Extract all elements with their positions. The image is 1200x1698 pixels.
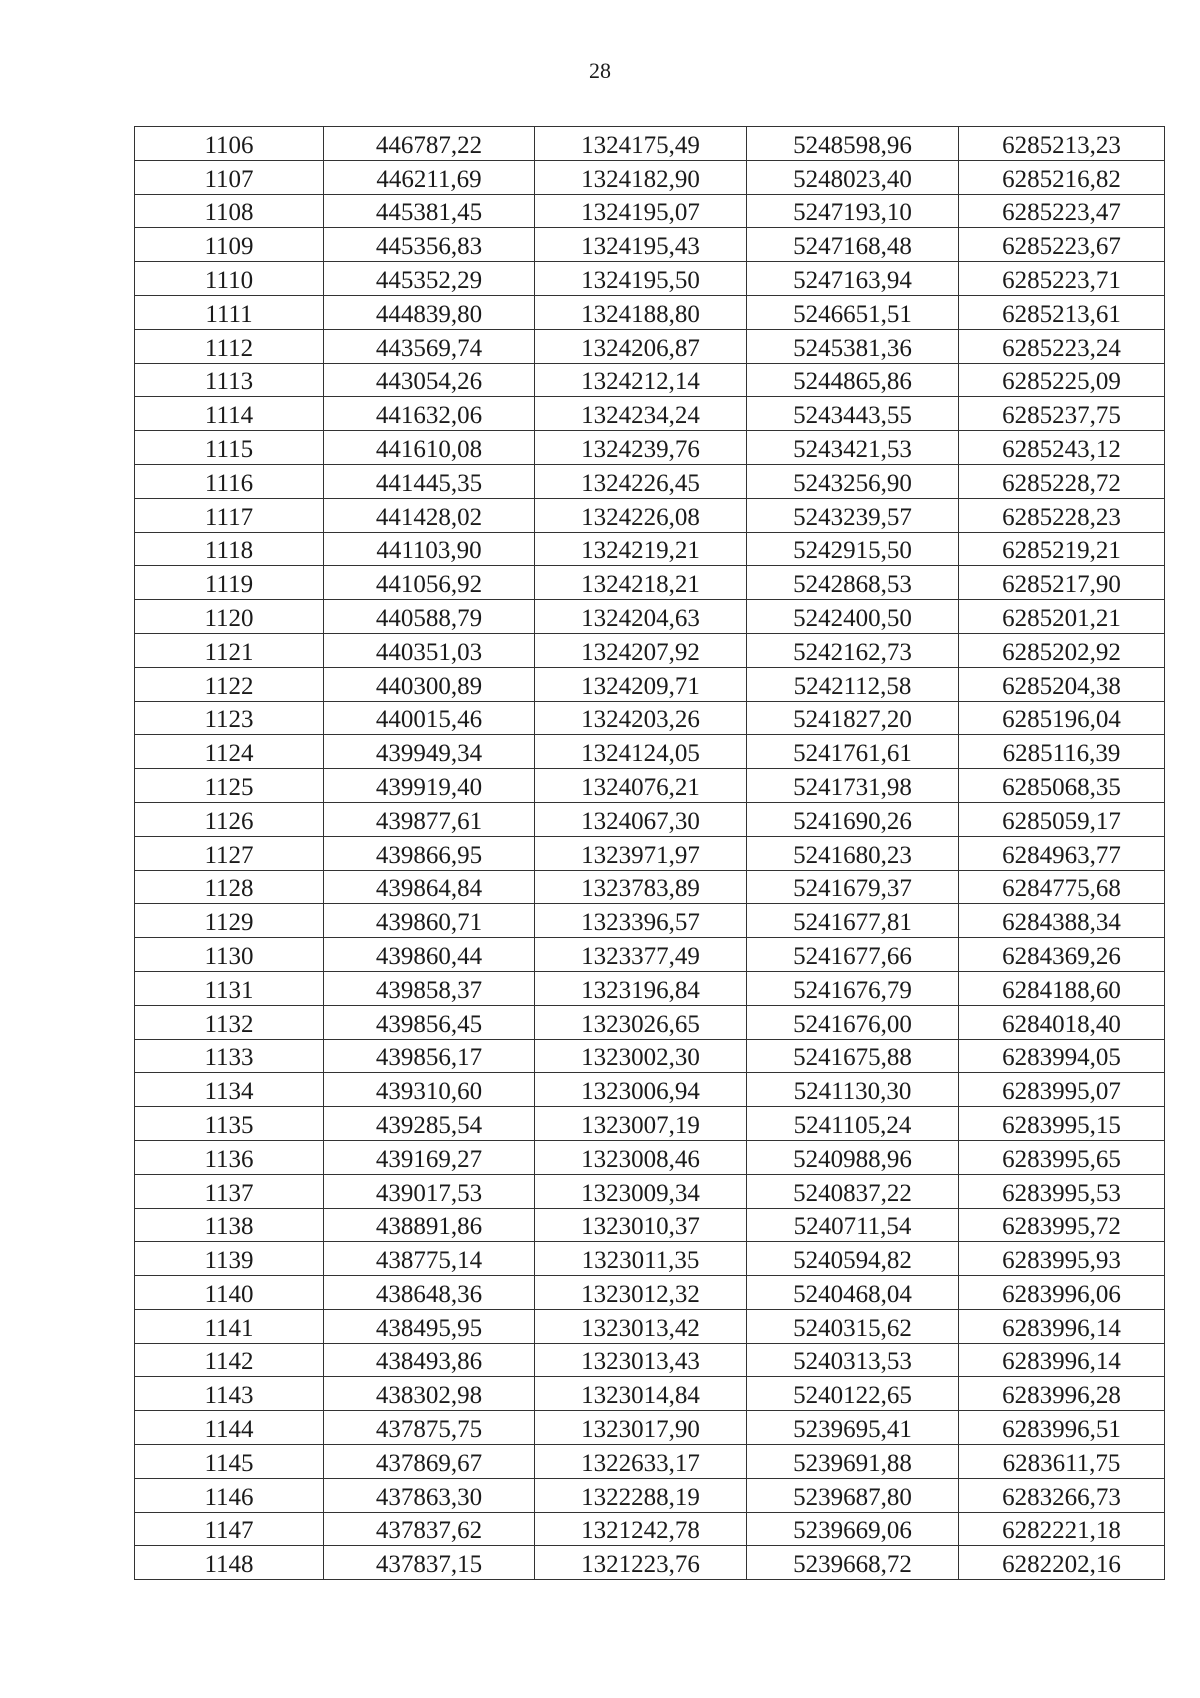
point-number-cell: 1110: [135, 262, 324, 296]
table-row: [135, 735, 1165, 769]
point-number-cell: 1123: [135, 701, 324, 735]
table-row: [135, 363, 1165, 397]
coord-d-cell: 6282202,16: [959, 1546, 1165, 1580]
coord-b-cell: 1324219,21: [535, 532, 747, 566]
coord-c-cell: 5241690,26: [747, 802, 959, 836]
coord-a-cell: 441056,92: [324, 566, 535, 600]
table-row: [135, 160, 1165, 194]
table-row: [135, 397, 1165, 431]
coord-c-cell: 5241677,66: [747, 938, 959, 972]
coord-d-cell: 6285059,17: [959, 802, 1165, 836]
coord-c-cell: 5240988,96: [747, 1140, 959, 1174]
coord-c-cell: 5239687,80: [747, 1478, 959, 1512]
coord-d-cell: 6284018,40: [959, 1005, 1165, 1039]
coord-a-cell: 438493,86: [324, 1343, 535, 1377]
coord-c-cell: 5241675,88: [747, 1039, 959, 1073]
coord-c-cell: 5240837,22: [747, 1174, 959, 1208]
point-number-cell: 1138: [135, 1208, 324, 1242]
coord-b-cell: 1321223,76: [535, 1546, 747, 1580]
coord-d-cell: 6285216,82: [959, 160, 1165, 194]
coord-d-cell: 6285204,38: [959, 667, 1165, 701]
coord-c-cell: 5248023,40: [747, 160, 959, 194]
point-number-cell: 1132: [135, 1005, 324, 1039]
table-row: [135, 971, 1165, 1005]
coord-a-cell: 441632,06: [324, 397, 535, 431]
coord-b-cell: 1324182,90: [535, 160, 747, 194]
coord-a-cell: 439919,40: [324, 769, 535, 803]
coord-a-cell: 437875,75: [324, 1411, 535, 1445]
coord-c-cell: 5241731,98: [747, 769, 959, 803]
point-number-cell: 1127: [135, 836, 324, 870]
coord-c-cell: 5241676,00: [747, 1005, 959, 1039]
coord-b-cell: 1323012,32: [535, 1276, 747, 1310]
coord-c-cell: 5239691,88: [747, 1445, 959, 1479]
table-row: [135, 1140, 1165, 1174]
point-number-cell: 1106: [135, 127, 324, 161]
coord-c-cell: 5240122,65: [747, 1377, 959, 1411]
coord-c-cell: 5242868,53: [747, 566, 959, 600]
coord-d-cell: 6285219,21: [959, 532, 1165, 566]
coord-b-cell: 1324206,87: [535, 329, 747, 363]
coord-d-cell: 6283996,28: [959, 1377, 1165, 1411]
point-number-cell: 1113: [135, 363, 324, 397]
coord-c-cell: 5241827,20: [747, 701, 959, 735]
table-row: [135, 1174, 1165, 1208]
table-row: [135, 1411, 1165, 1445]
coord-b-cell: 1323013,42: [535, 1309, 747, 1343]
table-row: [135, 1445, 1165, 1479]
coord-b-cell: 1324124,05: [535, 735, 747, 769]
coord-c-cell: 5241105,24: [747, 1107, 959, 1141]
point-number-cell: 1133: [135, 1039, 324, 1073]
point-number-cell: 1136: [135, 1140, 324, 1174]
coord-d-cell: 6285217,90: [959, 566, 1165, 600]
table-row: [135, 1377, 1165, 1411]
coord-a-cell: 439866,95: [324, 836, 535, 870]
table-row: [135, 1512, 1165, 1546]
coord-d-cell: 6283995,93: [959, 1242, 1165, 1276]
coord-b-cell: 1323008,46: [535, 1140, 747, 1174]
coord-d-cell: 6285228,72: [959, 464, 1165, 498]
point-number-cell: 1124: [135, 735, 324, 769]
table-row: [135, 1073, 1165, 1107]
coord-b-cell: 1324226,08: [535, 498, 747, 532]
table-row: [135, 904, 1165, 938]
table-row: [135, 194, 1165, 228]
coord-c-cell: 5240313,53: [747, 1343, 959, 1377]
coord-b-cell: 1323011,35: [535, 1242, 747, 1276]
point-number-cell: 1140: [135, 1276, 324, 1310]
coord-a-cell: 438775,14: [324, 1242, 535, 1276]
point-number-cell: 1107: [135, 160, 324, 194]
coord-d-cell: 6285202,92: [959, 633, 1165, 667]
coord-a-cell: 437863,30: [324, 1478, 535, 1512]
point-number-cell: 1122: [135, 667, 324, 701]
coord-d-cell: 6284388,34: [959, 904, 1165, 938]
coord-a-cell: 441445,35: [324, 464, 535, 498]
coord-c-cell: 5241680,23: [747, 836, 959, 870]
coord-a-cell: 443054,26: [324, 363, 535, 397]
coord-b-cell: 1323010,37: [535, 1208, 747, 1242]
table-row: [135, 1309, 1165, 1343]
coord-b-cell: 1324195,07: [535, 194, 747, 228]
coord-b-cell: 1324218,21: [535, 566, 747, 600]
coord-a-cell: 441428,02: [324, 498, 535, 532]
table-row: [135, 870, 1165, 904]
coord-d-cell: 6283995,72: [959, 1208, 1165, 1242]
coord-c-cell: 5243256,90: [747, 464, 959, 498]
coord-d-cell: 6285223,47: [959, 194, 1165, 228]
coord-b-cell: 1324209,71: [535, 667, 747, 701]
coord-d-cell: 6285213,23: [959, 127, 1165, 161]
coord-b-cell: 1323002,30: [535, 1039, 747, 1073]
table-row: [135, 295, 1165, 329]
table-row: [135, 836, 1165, 870]
coordinates-table-body: [135, 127, 1165, 1580]
coord-a-cell: 438891,86: [324, 1208, 535, 1242]
table-row: [135, 1478, 1165, 1512]
coord-a-cell: 440300,89: [324, 667, 535, 701]
coord-a-cell: 439877,61: [324, 802, 535, 836]
coord-a-cell: 438495,95: [324, 1309, 535, 1343]
coord-a-cell: 439169,27: [324, 1140, 535, 1174]
coord-d-cell: 6285223,71: [959, 262, 1165, 296]
coord-d-cell: 6284369,26: [959, 938, 1165, 972]
point-number-cell: 1126: [135, 802, 324, 836]
coord-c-cell: 5239669,06: [747, 1512, 959, 1546]
coord-b-cell: 1323971,97: [535, 836, 747, 870]
table-row: [135, 498, 1165, 532]
coord-c-cell: 5242112,58: [747, 667, 959, 701]
coord-b-cell: 1324175,49: [535, 127, 747, 161]
coord-a-cell: 439949,34: [324, 735, 535, 769]
coord-a-cell: 438648,36: [324, 1276, 535, 1310]
coord-a-cell: 438302,98: [324, 1377, 535, 1411]
coord-a-cell: 439860,71: [324, 904, 535, 938]
coord-a-cell: 437837,62: [324, 1512, 535, 1546]
coord-a-cell: 437869,67: [324, 1445, 535, 1479]
coord-d-cell: 6285223,24: [959, 329, 1165, 363]
coord-b-cell: 1324204,63: [535, 600, 747, 634]
coord-a-cell: 439856,17: [324, 1039, 535, 1073]
coord-b-cell: 1322633,17: [535, 1445, 747, 1479]
table-row: [135, 1208, 1165, 1242]
coord-a-cell: 439310,60: [324, 1073, 535, 1107]
coord-d-cell: 6285225,09: [959, 363, 1165, 397]
table-row: [135, 1039, 1165, 1073]
table-row: [135, 329, 1165, 363]
coord-b-cell: 1324203,26: [535, 701, 747, 735]
table-row: [135, 600, 1165, 634]
point-number-cell: 1120: [135, 600, 324, 634]
coord-d-cell: 6284188,60: [959, 971, 1165, 1005]
point-number-cell: 1108: [135, 194, 324, 228]
coord-c-cell: 5248598,96: [747, 127, 959, 161]
coord-a-cell: 445381,45: [324, 194, 535, 228]
point-number-cell: 1139: [135, 1242, 324, 1276]
coord-c-cell: 5239668,72: [747, 1546, 959, 1580]
coord-c-cell: 5240315,62: [747, 1309, 959, 1343]
coord-c-cell: 5243443,55: [747, 397, 959, 431]
coord-c-cell: 5241677,81: [747, 904, 959, 938]
table-row: [135, 667, 1165, 701]
coord-d-cell: 6285068,35: [959, 769, 1165, 803]
coord-b-cell: 1323007,19: [535, 1107, 747, 1141]
coord-b-cell: 1324195,50: [535, 262, 747, 296]
coord-c-cell: 5242162,73: [747, 633, 959, 667]
coord-d-cell: 6283995,53: [959, 1174, 1165, 1208]
point-number-cell: 1142: [135, 1343, 324, 1377]
coord-a-cell: 439864,84: [324, 870, 535, 904]
coord-d-cell: 6282221,18: [959, 1512, 1165, 1546]
coord-d-cell: 6283996,51: [959, 1411, 1165, 1445]
coord-c-cell: 5240468,04: [747, 1276, 959, 1310]
coord-b-cell: 1323013,43: [535, 1343, 747, 1377]
coord-c-cell: 5245381,36: [747, 329, 959, 363]
point-number-cell: 1146: [135, 1478, 324, 1512]
point-number-cell: 1130: [135, 938, 324, 972]
coord-c-cell: 5247163,94: [747, 262, 959, 296]
point-number-cell: 1147: [135, 1512, 324, 1546]
table-row: [135, 1546, 1165, 1580]
point-number-cell: 1109: [135, 228, 324, 262]
coord-b-cell: 1323396,57: [535, 904, 747, 938]
coord-d-cell: 6285116,39: [959, 735, 1165, 769]
coord-b-cell: 1323014,84: [535, 1377, 747, 1411]
point-number-cell: 1114: [135, 397, 324, 431]
coord-b-cell: 1323783,89: [535, 870, 747, 904]
coord-c-cell: 5241761,61: [747, 735, 959, 769]
coord-d-cell: 6283996,06: [959, 1276, 1165, 1310]
coord-b-cell: 1324195,43: [535, 228, 747, 262]
coord-d-cell: 6283996,14: [959, 1309, 1165, 1343]
coordinates-table: [134, 126, 1165, 1580]
coord-a-cell: 441103,90: [324, 532, 535, 566]
coord-a-cell: 439860,44: [324, 938, 535, 972]
point-number-cell: 1118: [135, 532, 324, 566]
table-row: [135, 701, 1165, 735]
coord-c-cell: 5246651,51: [747, 295, 959, 329]
coord-b-cell: 1323196,84: [535, 971, 747, 1005]
point-number-cell: 1137: [135, 1174, 324, 1208]
coord-a-cell: 439856,45: [324, 1005, 535, 1039]
point-number-cell: 1116: [135, 464, 324, 498]
point-number-cell: 1111: [135, 295, 324, 329]
table-row: [135, 802, 1165, 836]
coord-c-cell: 5240711,54: [747, 1208, 959, 1242]
coord-c-cell: 5243239,57: [747, 498, 959, 532]
coord-c-cell: 5244865,86: [747, 363, 959, 397]
coord-a-cell: 440588,79: [324, 600, 535, 634]
table-row: [135, 633, 1165, 667]
coord-c-cell: 5243421,53: [747, 431, 959, 465]
table-row: [135, 431, 1165, 465]
coord-b-cell: 1324212,14: [535, 363, 747, 397]
coord-a-cell: 444839,80: [324, 295, 535, 329]
coord-b-cell: 1324067,30: [535, 802, 747, 836]
table-row: [135, 938, 1165, 972]
coord-a-cell: 440015,46: [324, 701, 535, 735]
table-row: [135, 1107, 1165, 1141]
table-row: [135, 1242, 1165, 1276]
coord-d-cell: 6284963,77: [959, 836, 1165, 870]
coord-c-cell: 5242400,50: [747, 600, 959, 634]
table-row: [135, 566, 1165, 600]
point-number-cell: 1148: [135, 1546, 324, 1580]
coord-b-cell: 1323377,49: [535, 938, 747, 972]
coord-a-cell: 445352,29: [324, 262, 535, 296]
coord-b-cell: 1323009,34: [535, 1174, 747, 1208]
coord-b-cell: 1324188,80: [535, 295, 747, 329]
coord-c-cell: 5240594,82: [747, 1242, 959, 1276]
coord-b-cell: 1323026,65: [535, 1005, 747, 1039]
coord-d-cell: 6283994,05: [959, 1039, 1165, 1073]
coord-d-cell: 6285237,75: [959, 397, 1165, 431]
coord-d-cell: 6284775,68: [959, 870, 1165, 904]
coord-a-cell: 446211,69: [324, 160, 535, 194]
point-number-cell: 1119: [135, 566, 324, 600]
coord-c-cell: 5247168,48: [747, 228, 959, 262]
coord-c-cell: 5242915,50: [747, 532, 959, 566]
table-row: [135, 262, 1165, 296]
table-row: [135, 1276, 1165, 1310]
coord-a-cell: 441610,08: [324, 431, 535, 465]
coord-d-cell: 6283266,73: [959, 1478, 1165, 1512]
point-number-cell: 1129: [135, 904, 324, 938]
coord-c-cell: 5241679,37: [747, 870, 959, 904]
coord-b-cell: 1323017,90: [535, 1411, 747, 1445]
coord-d-cell: 6285223,67: [959, 228, 1165, 262]
coord-c-cell: 5239695,41: [747, 1411, 959, 1445]
point-number-cell: 1112: [135, 329, 324, 363]
coord-a-cell: 440351,03: [324, 633, 535, 667]
coord-d-cell: 6285196,04: [959, 701, 1165, 735]
point-number-cell: 1135: [135, 1107, 324, 1141]
coord-d-cell: 6283611,75: [959, 1445, 1165, 1479]
coord-b-cell: 1322288,19: [535, 1478, 747, 1512]
coord-b-cell: 1321242,78: [535, 1512, 747, 1546]
coord-a-cell: 445356,83: [324, 228, 535, 262]
coord-b-cell: 1324226,45: [535, 464, 747, 498]
table-row: [135, 464, 1165, 498]
table-row: [135, 769, 1165, 803]
coord-d-cell: 6285243,12: [959, 431, 1165, 465]
coord-b-cell: 1324234,24: [535, 397, 747, 431]
coord-b-cell: 1324239,76: [535, 431, 747, 465]
table-row: [135, 1005, 1165, 1039]
point-number-cell: 1145: [135, 1445, 324, 1479]
coord-a-cell: 439858,37: [324, 971, 535, 1005]
point-number-cell: 1125: [135, 769, 324, 803]
point-number-cell: 1143: [135, 1377, 324, 1411]
coord-a-cell: 446787,22: [324, 127, 535, 161]
page-number: 28: [589, 58, 611, 83]
coord-a-cell: 439017,53: [324, 1174, 535, 1208]
coord-c-cell: 5241676,79: [747, 971, 959, 1005]
coord-a-cell: 439285,54: [324, 1107, 535, 1141]
point-number-cell: 1144: [135, 1411, 324, 1445]
table-row: [135, 127, 1165, 161]
point-number-cell: 1134: [135, 1073, 324, 1107]
coord-c-cell: 5241130,30: [747, 1073, 959, 1107]
point-number-cell: 1121: [135, 633, 324, 667]
coord-a-cell: 443569,74: [324, 329, 535, 363]
point-number-cell: 1141: [135, 1309, 324, 1343]
coord-d-cell: 6283995,15: [959, 1107, 1165, 1141]
coord-b-cell: 1324207,92: [535, 633, 747, 667]
coord-d-cell: 6283995,07: [959, 1073, 1165, 1107]
table-row: [135, 1343, 1165, 1377]
coord-d-cell: 6285201,21: [959, 600, 1165, 634]
point-number-cell: 1128: [135, 870, 324, 904]
point-number-cell: 1117: [135, 498, 324, 532]
coord-b-cell: 1324076,21: [535, 769, 747, 803]
coord-d-cell: 6283995,65: [959, 1140, 1165, 1174]
table-row: [135, 532, 1165, 566]
coord-d-cell: 6283996,14: [959, 1343, 1165, 1377]
point-number-cell: 1131: [135, 971, 324, 1005]
coord-b-cell: 1323006,94: [535, 1073, 747, 1107]
point-number-cell: 1115: [135, 431, 324, 465]
coord-d-cell: 6285228,23: [959, 498, 1165, 532]
coord-d-cell: 6285213,61: [959, 295, 1165, 329]
coord-c-cell: 5247193,10: [747, 194, 959, 228]
table-row: [135, 228, 1165, 262]
coord-a-cell: 437837,15: [324, 1546, 535, 1580]
